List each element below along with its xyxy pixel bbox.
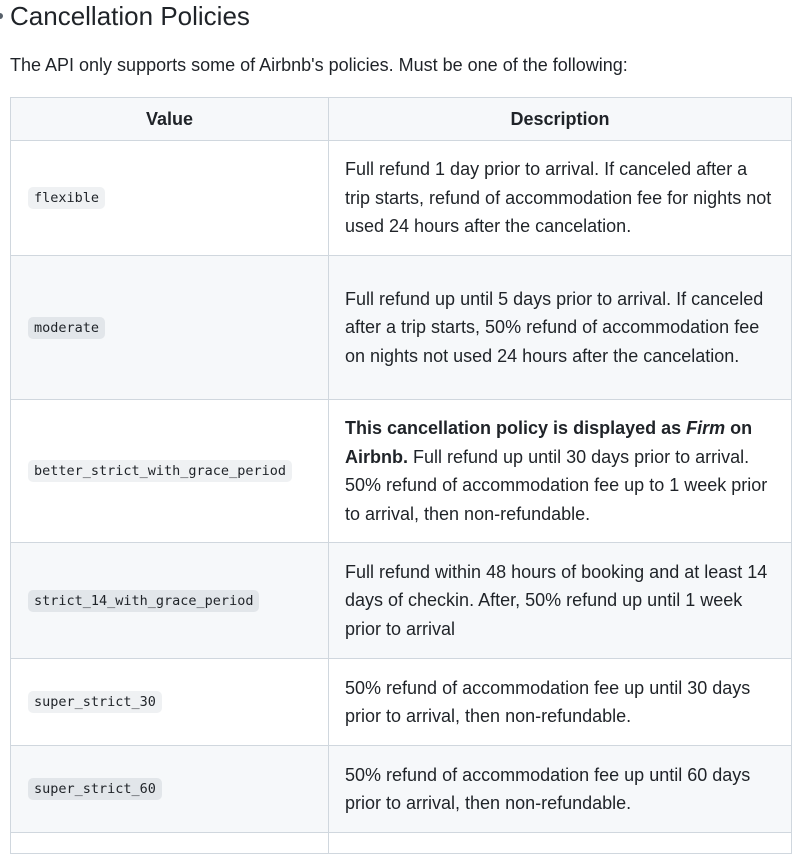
description-cell: 50% refund of accommodation fee up until 30 days prior to arrival, then non-refundable. [329,659,792,746]
table-header-row [11,98,792,141]
policy-value-code: super_strict_60 [28,778,162,800]
description-cell: 50% refund of accommodation fee up until 60 days prior to arrival, then non-refundable. [329,746,792,833]
value-cell [11,659,329,746]
description-cell: Full refund within 48 hours of booking and at least 14 days of checkin. After, 50% refund up until 1 week prior to arrival [329,543,792,659]
value-cell [11,746,329,833]
policy-value-code: super_strict_30 [28,691,162,713]
value-cell [11,141,329,256]
heading-anchor-link[interactable] [0,13,3,19]
table-row [11,746,792,833]
description-text: Full refund up until 30 days prior to arrival. 50% refund of accommodation fee up to 1 week prior to arrival, then non-refundable. [345,446,768,524]
table-row [11,400,792,543]
table-row [11,543,792,659]
firm-note-suffix: on Airbnb. [345,418,753,467]
description-cell [329,833,792,854]
policy-value-code: better_strict_with_grace_period [28,460,292,482]
firm-note-prefix: This cancellation policy is displayed as [345,418,687,438]
value-cell [11,256,329,400]
policy-value-code: flexible [28,187,105,209]
table-row [11,256,792,400]
intro-paragraph: The API only supports some of Airbnb's policies. Must be one of the following: [10,55,628,75]
cancellation-policies-table [10,97,792,854]
value-cell [11,543,329,659]
description-cell [329,400,792,543]
description-cell: Full refund up until 5 days prior to arrival. If canceled after a trip starts, 50% refund of accommodation fee on nights not used 24 hours after the cancelation. [329,256,792,400]
policy-value-code: strict_14_with_grace_period [28,590,259,612]
value-column-header: Value [11,98,329,141]
value-cell [11,833,329,854]
table-row [11,141,792,256]
description-cell: Full refund 1 day prior to arrival. If canceled after a trip starts, refund of accommodation fee for nights not used 24 hours after the cancelation. [329,141,792,256]
table-row-partial [11,833,792,854]
table-row [11,659,792,746]
page-title: Cancellation Policies [10,1,250,31]
firm-word: Firm [686,418,726,438]
policy-value-code: moderate [28,317,105,339]
value-cell [11,400,329,543]
description-column-header: Description [329,98,792,141]
